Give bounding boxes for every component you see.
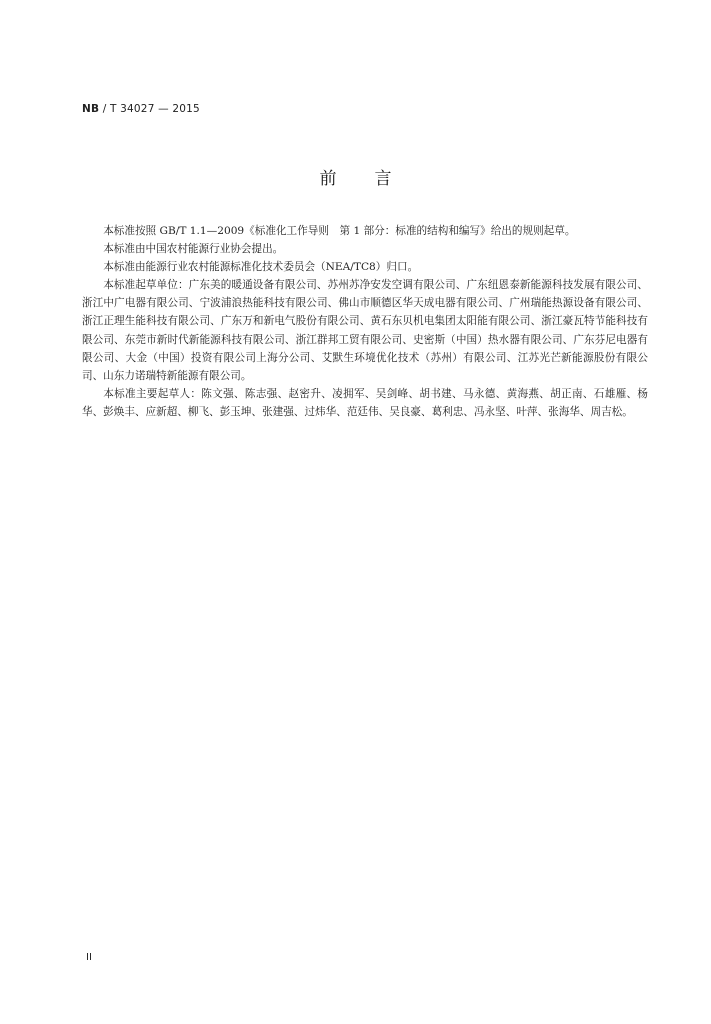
standard-code bbox=[82, 103, 200, 115]
paragraph-proposer: 本标准由中国农村能源行业协会提出。 bbox=[103, 243, 284, 256]
paragraph-administrator: 本标准由能源行业农村能源标准化技术委员会（NEA/TC8）归口。 bbox=[103, 261, 419, 274]
page-number: II bbox=[86, 952, 92, 963]
standard-prefix: NB bbox=[82, 103, 100, 115]
foreword-body bbox=[82, 222, 648, 421]
paragraph-drafting-units: 本标准起草单位：广东美的暖通设备有限公司、苏州苏净安发空调有限公司、广东纽恩泰新能源科技发展有限公司、浙江中广电器有限公司、宁波浦浪热能科技有限公司、佛山市顺德区华天成电器有限公司、广州瑞能热源设备有限公司、浙江正理生能科技有限公司、广东万和新电气股份有限公司、黄石东贝机电集团太阳能有限公司、浙江豪瓦特节能科技有限公司、东莞市新时代新能源科技有限公司、浙江群邦工贸有限公司、史密斯（中国）热水器有限公司、广东芬尼电器有限公司、大金（中国）投资有限公司上海分公司、艾默生环境优化技术（苏州）有限公司、江苏光芒新能源股份有限公司、山东力诺瑞特新能源有限公司。 bbox=[82, 279, 648, 382]
page-title: 前言 bbox=[319, 169, 430, 189]
standard-number: / T 34027 — 2015 bbox=[99, 103, 200, 115]
paragraph-drafting-rules: 本标准按照 GB/T 1.1—2009《标准化工作导则 第 1 部分：标准的结构和编写》给出的规则起草。 bbox=[103, 225, 576, 237]
paragraph-drafters: 本标准主要起草人：陈文强、陈志强、赵密升、凌拥军、吴剑峰、胡书建、马永德、黄海燕、胡正南、石雄雁、杨华、彭焕丰、应新超、柳飞、彭玉坤、张建强、过炜华、范廷伟、吴良豪、葛利忠、冯永坚、叶萍、张海华、周吉松。 bbox=[82, 387, 648, 418]
